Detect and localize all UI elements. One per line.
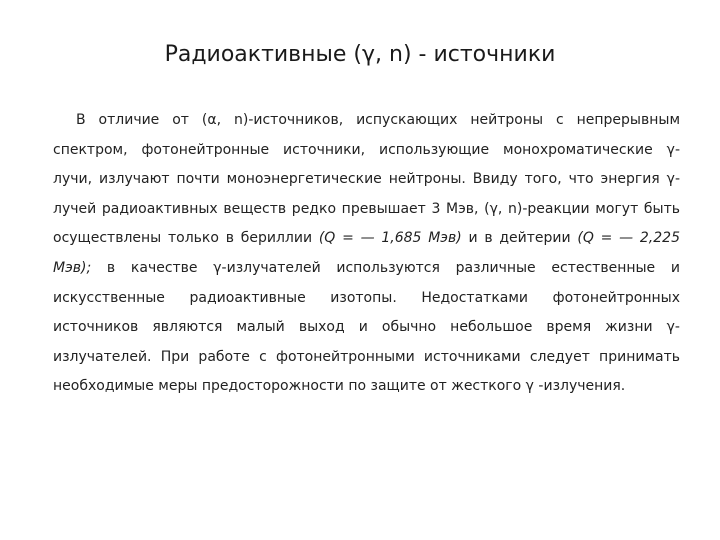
- line-5-text-a: осуществлены только в бериллии: [53, 230, 319, 247]
- line-5-text-c: и в дейтерии: [461, 230, 578, 247]
- beryllium-q-value: (Q = — 1,685 Мэв): [318, 230, 462, 247]
- slide-title: Радиоактивные (γ, n) - источники: [164, 42, 556, 67]
- paragraph-line-9: излучателей. При работе с фотонейтронными источниками следует принимать: [53, 348, 680, 365]
- paragraph-line-7: искусственные радиоактивные изотопы. Недостатками фотонейтронных: [53, 289, 680, 306]
- body-paragraph: [53, 106, 680, 402]
- line-6-text-b: в качестве γ-излучателей используются различные естественные и: [91, 259, 680, 276]
- paragraph-line-3: лучи, излучают почти моноэнергетические нейтроны. Ввиду того, что энергия γ-: [53, 171, 680, 188]
- paragraph-line-10: необходимые меры предосторожности по защите от жесткого γ -излучения.: [53, 378, 626, 395]
- paragraph-line-4: лучей радиоактивных веществ редко превышает 3 Мэв, (γ, n)-реакции могут быть: [53, 200, 680, 217]
- paragraph-line-2: спектром, фотонейтронные источники, использующие монохроматические γ-: [53, 141, 680, 158]
- paragraph-line-1: В отличие от (α, n)-источников, испускающих нейтроны с непрерывным: [76, 112, 680, 128]
- paragraph-line-8: источников являются малый выход и обычно небольшое время жизни γ-: [53, 319, 680, 336]
- paragraph-line-6: [53, 254, 680, 284]
- paragraph-line-5: [53, 224, 680, 254]
- deuterium-q-value: (Q = — 2,225: [577, 230, 680, 247]
- deuterium-q-unit: Мэв);: [53, 259, 92, 276]
